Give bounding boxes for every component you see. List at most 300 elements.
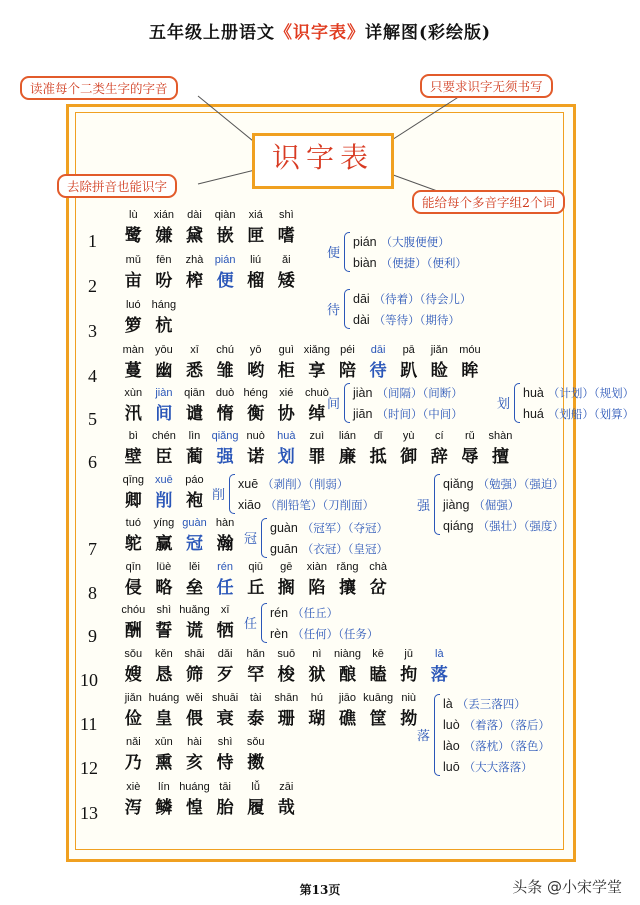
char-hanzi: 嗜	[277, 226, 295, 246]
char-pinyin: kuāng	[363, 692, 394, 704]
char-hanzi: 睑	[430, 361, 448, 381]
polyphone-pinyin: huá	[523, 407, 544, 421]
char-hanzi: 衡	[247, 404, 265, 424]
char-pinyin: jiǎn	[430, 344, 448, 356]
char-cell	[179, 561, 210, 598]
char-pinyin: hú	[310, 692, 324, 704]
char-pinyin: tài	[249, 692, 262, 704]
char-cell	[455, 430, 486, 467]
polyphone-words: （任何）（任务）	[292, 627, 379, 641]
polyphone-pinyin: biàn	[353, 256, 377, 270]
char-pinyin: tāi	[219, 781, 231, 793]
char-hanzi: 瀚	[216, 534, 234, 554]
polyphone-words: （强壮）（强度）	[477, 519, 564, 533]
row-number: 11	[80, 714, 98, 734]
char-cell	[302, 648, 333, 685]
row-number: 1	[88, 231, 97, 251]
char-cell	[149, 430, 180, 467]
row-number: 6	[88, 452, 97, 472]
char-cell	[179, 781, 210, 818]
char-pinyin: qiǎng	[211, 430, 239, 442]
char-pinyin: huà	[277, 430, 296, 442]
char-hanzi: 辞	[430, 447, 448, 467]
char-hanzi: 酬	[124, 621, 142, 641]
char-cell	[332, 692, 363, 729]
row-number: 8	[88, 583, 97, 603]
char-cell	[118, 648, 149, 685]
char-hanzi: 箩	[124, 316, 142, 336]
polyphone-pinyin: là	[443, 697, 453, 711]
note-polyphone-words: 能给每个多音字组2个词	[412, 190, 565, 214]
char-cell	[210, 430, 241, 467]
char-hanzi: 丘	[247, 578, 265, 598]
char-cell	[179, 692, 210, 729]
char-cell	[149, 781, 180, 818]
polyphone-words: （待着）（待会儿）	[373, 292, 472, 306]
table-heading: 识字表	[271, 141, 374, 174]
polyphone-words: （削铅笔）（刀削面）	[264, 498, 375, 512]
char-hanzi: 任	[216, 578, 234, 598]
char-hanzi: 间	[155, 404, 173, 424]
polyphone-pinyin: luō	[443, 760, 460, 774]
char-hanzi: 削	[155, 491, 173, 511]
char-cell	[179, 387, 210, 424]
char-pinyin: chén	[151, 430, 176, 442]
char-pinyin: lián	[338, 430, 357, 442]
char-cell	[149, 299, 180, 336]
char-pinyin: niàng	[334, 648, 361, 660]
char-pinyin: cí	[435, 430, 444, 442]
char-pinyin: xūn	[155, 736, 173, 748]
char-pinyin: qīng	[122, 474, 144, 486]
char-hanzi: 酿	[338, 665, 356, 685]
char-cell	[363, 692, 394, 729]
polyphone-reading	[443, 756, 533, 775]
char-hanzi: 矮	[277, 271, 295, 291]
char-cell	[332, 561, 363, 598]
char-pinyin: xiàn	[306, 561, 327, 573]
char-pinyin: rén	[217, 561, 234, 573]
char-cell	[149, 604, 180, 641]
char-cell	[455, 344, 486, 381]
polyphone-pinyin: xiāo	[238, 498, 261, 512]
char-pinyin: héng	[243, 387, 268, 399]
char-hanzi: 泰	[247, 709, 265, 729]
char-cell	[210, 561, 241, 598]
char-hanzi: 榨	[185, 271, 203, 291]
char-hanzi: 黛	[185, 226, 203, 246]
char-hanzi: 卿	[124, 491, 142, 511]
char-hanzi: 恳	[155, 665, 173, 685]
char-cell	[332, 648, 363, 685]
polyphone-char-bian: 便	[327, 246, 341, 261]
char-pinyin: hài	[187, 736, 202, 748]
char-pinyin: lǚ	[251, 781, 260, 793]
char-cell	[271, 209, 302, 246]
char-pinyin: móu	[459, 344, 481, 356]
char-hanzi: 冠	[185, 534, 203, 554]
polyphone-reading	[353, 288, 471, 307]
char-pinyin: jiāo	[338, 692, 357, 704]
polyphone-char-xue: 削	[212, 488, 226, 503]
char-hanzi: 珊	[277, 709, 295, 729]
char-cell	[118, 692, 149, 729]
char-pinyin: hàn	[215, 517, 235, 529]
char-pinyin: huáng	[148, 692, 180, 704]
polyphone-pinyin: jiàn	[353, 386, 373, 400]
char-cell	[118, 387, 149, 424]
char-hanzi: 划	[277, 447, 295, 467]
page-title: 五年级上册语文《识字表》详解图(彩绘版)	[148, 23, 492, 43]
char-cell	[271, 254, 302, 291]
char-cell	[271, 430, 302, 467]
polyphone-bracket	[344, 232, 350, 272]
char-pinyin: zhà	[185, 254, 204, 266]
char-pinyin: shāi	[184, 648, 205, 660]
char-hanzi: 眸	[461, 361, 479, 381]
char-hanzi: 皇	[155, 709, 173, 729]
char-hanzi: 俭	[124, 709, 142, 729]
char-cell	[118, 299, 149, 336]
row-number: 13	[80, 803, 98, 823]
char-hanzi: 匣	[247, 226, 265, 246]
char-hanzi: 嵌	[216, 226, 234, 246]
char-cell	[179, 517, 210, 554]
char-cell	[271, 387, 302, 424]
row-number: 3	[88, 321, 97, 341]
char-pinyin: luó	[125, 299, 141, 311]
char-cell	[240, 254, 271, 291]
char-pinyin: shàn	[488, 430, 513, 442]
char-pinyin: lěi	[188, 561, 200, 573]
char-hanzi: 誓	[155, 621, 173, 641]
char-hanzi: 待	[369, 361, 387, 381]
char-cell	[179, 254, 210, 291]
char-pinyin: xié	[279, 387, 294, 399]
char-pinyin: pián	[214, 254, 236, 266]
polyphone-reading	[353, 403, 463, 422]
char-cell	[240, 781, 271, 818]
char-hanzi: 拘	[400, 665, 418, 685]
char-pinyin: lüè	[156, 561, 172, 573]
char-pinyin: rǔ	[465, 430, 475, 442]
char-pinyin: yō	[249, 344, 262, 356]
char-hanzi: 鸵	[124, 534, 142, 554]
char-pinyin: dǎi	[217, 648, 233, 660]
char-hanzi: 落	[430, 665, 448, 685]
char-cell	[240, 561, 271, 598]
polyphone-words: （倔强）	[473, 498, 520, 512]
char-pinyin: hǎn	[246, 648, 265, 660]
char-cell	[332, 430, 363, 467]
char-hanzi: 绰	[308, 404, 326, 424]
polyphone-bracket	[344, 383, 350, 423]
char-cell	[210, 736, 241, 773]
char-hanzi: 惶	[185, 798, 203, 818]
char-pinyin: là	[435, 648, 444, 660]
char-hanzi: 悉	[185, 361, 203, 381]
polyphone-pinyin: qiáng	[443, 519, 474, 533]
char-hanzi: 泻	[124, 798, 142, 818]
char-cell	[210, 387, 241, 424]
polyphone-words: （丢三落四）	[456, 697, 526, 711]
char-pinyin: huǎng	[179, 604, 210, 616]
char-cell	[149, 648, 180, 685]
char-pinyin: yíng	[153, 517, 175, 529]
char-hanzi: 胎	[216, 798, 234, 818]
char-hanzi: 罪	[308, 447, 326, 467]
polyphone-pinyin: jiān	[353, 407, 373, 421]
char-hanzi: 协	[277, 404, 295, 424]
char-cell	[149, 209, 180, 246]
polyphone-words: （任丘）	[292, 606, 339, 620]
row-number: 5	[88, 409, 97, 429]
char-hanzi: 臣	[155, 447, 173, 467]
char-hanzi: 筐	[369, 709, 387, 729]
char-pinyin: páo	[185, 474, 204, 486]
char-pinyin: nì	[312, 648, 322, 660]
char-cell	[240, 648, 271, 685]
char-pinyin: xiǎng	[303, 344, 331, 356]
polyphone-words: （冠军）（夺冠）	[301, 521, 389, 535]
char-pinyin: duò	[215, 387, 235, 399]
char-pinyin: dǐ	[373, 430, 383, 442]
polyphone-reading	[523, 403, 634, 422]
char-hanzi: 垒	[185, 578, 203, 598]
char-pinyin: yōu	[155, 344, 173, 356]
char-hanzi: 哉	[277, 798, 295, 818]
char-hanzi: 瑚	[308, 709, 326, 729]
char-cell	[149, 561, 180, 598]
char-cell	[393, 648, 424, 685]
char-pinyin: niù	[401, 692, 417, 704]
char-cell	[118, 209, 149, 246]
char-pinyin: liú	[250, 254, 262, 266]
char-pinyin: suō	[277, 648, 296, 660]
char-cell	[118, 254, 149, 291]
row-number: 7	[88, 539, 97, 559]
char-hanzi: 岔	[369, 578, 387, 598]
char-pinyin: kěn	[155, 648, 173, 660]
polyphone-char-qiang: 强	[417, 498, 431, 514]
char-pinyin: zāi	[279, 781, 294, 793]
polyphone-pinyin: guàn	[270, 521, 298, 535]
char-cell	[149, 736, 180, 773]
char-cell	[363, 430, 394, 467]
char-hanzi: 衰	[216, 709, 234, 729]
char-pinyin: lìn	[188, 430, 201, 442]
char-pinyin: dài	[187, 209, 202, 221]
char-cell	[240, 430, 271, 467]
char-hanzi: 雏	[216, 361, 234, 381]
polyphone-char-jian: 间	[327, 397, 341, 412]
char-hanzi: 榴	[247, 271, 265, 291]
char-hanzi: 筛	[185, 665, 203, 685]
char-cell	[485, 430, 516, 467]
char-cell	[118, 604, 149, 641]
char-hanzi: 偎	[185, 709, 203, 729]
char-cell	[393, 344, 424, 381]
char-pinyin: shān	[274, 692, 299, 704]
char-cell	[210, 604, 241, 641]
polyphone-pinyin: dài	[353, 313, 370, 327]
polyphone-bracket	[514, 383, 520, 423]
char-hanzi: 哟	[247, 361, 265, 381]
row-number: 9	[88, 626, 97, 646]
char-hanzi: 吩	[155, 271, 173, 291]
char-pinyin: qiān	[184, 387, 205, 399]
char-hanzi: 牺	[216, 621, 234, 641]
char-pinyin: xī	[190, 344, 199, 356]
char-pinyin: xùn	[124, 387, 143, 399]
char-hanzi: 便	[216, 271, 234, 291]
char-cell	[393, 430, 424, 467]
char-pinyin: shì	[217, 736, 233, 748]
char-hanzi: 鹭	[124, 226, 142, 246]
polyphone-bracket	[229, 474, 235, 514]
char-cell	[302, 430, 333, 467]
char-pinyin: chóu	[121, 604, 146, 616]
char-pinyin: shì	[278, 209, 294, 221]
char-hanzi: 攘	[338, 578, 356, 598]
char-cell	[271, 692, 302, 729]
char-hanzi: 诺	[247, 447, 265, 467]
char-pinyin: mǔ	[125, 254, 141, 266]
char-cell	[271, 648, 302, 685]
char-hanzi: 抵	[369, 447, 387, 467]
char-hanzi: 谴	[185, 404, 203, 424]
polyphone-pinyin: jiàng	[443, 498, 470, 512]
char-cell	[149, 387, 180, 424]
polyphone-words: （大大落落）	[463, 760, 533, 774]
char-pinyin: xián	[153, 209, 174, 221]
char-hanzi: 谎	[185, 621, 203, 641]
char-hanzi: 礁	[338, 709, 356, 729]
polyphone-reading	[443, 714, 550, 733]
char-pinyin: rǎng	[336, 561, 359, 573]
polyphone-pinyin: rèn	[270, 627, 289, 641]
polyphone-reading	[270, 623, 378, 642]
polyphone-words: （大腹便便）	[380, 235, 450, 249]
char-hanzi: 乃	[124, 753, 142, 773]
polyphone-char-luo: 落	[417, 729, 431, 744]
char-hanzi: 赢	[155, 534, 173, 554]
polyphone-char-guan: 冠	[244, 532, 258, 547]
char-pinyin: lù	[129, 209, 138, 221]
row-number: 4	[88, 366, 97, 386]
char-hanzi: 鳞	[155, 798, 173, 818]
char-cell	[271, 344, 302, 381]
char-hanzi: 御	[400, 447, 418, 467]
char-hanzi: 趴	[400, 361, 418, 381]
char-pinyin: wěi	[186, 692, 203, 704]
char-hanzi: 侵	[124, 578, 142, 598]
char-hanzi: 幽	[155, 361, 173, 381]
char-pinyin: chà	[369, 561, 387, 573]
polyphone-reading	[523, 382, 634, 401]
char-cell	[363, 344, 394, 381]
char-cell	[240, 344, 271, 381]
char-cell	[363, 561, 394, 598]
polyphone-bracket	[344, 289, 350, 329]
polyphone-reading	[443, 494, 519, 513]
polyphone-words: （划船）（划算）	[547, 407, 635, 421]
char-hanzi: 搁	[277, 578, 295, 598]
char-cell	[179, 604, 210, 641]
polyphone-reading	[353, 309, 460, 328]
char-pinyin: sǒu	[124, 648, 143, 660]
polyphone-pinyin: guān	[270, 542, 298, 556]
char-hanzi: 擅	[491, 447, 509, 467]
char-pinyin: xiá	[248, 209, 263, 221]
char-cell	[149, 517, 180, 554]
polyphone-bracket	[261, 603, 267, 643]
note-read-pronunciation: 读准每个二类生字的字音	[20, 76, 178, 100]
polyphone-words: （勉强）（强迫）	[477, 477, 564, 491]
char-pinyin: kē	[372, 648, 384, 660]
note-without-pinyin: 去除拼音也能识字	[57, 174, 177, 198]
char-pinyin: sǒu	[246, 736, 265, 748]
char-hanzi: 壁	[124, 447, 142, 467]
char-hanzi: 恃	[216, 753, 234, 773]
char-hanzi: 狱	[308, 665, 326, 685]
char-pinyin: màn	[122, 344, 144, 356]
char-cell	[332, 344, 363, 381]
char-cell	[179, 344, 210, 381]
char-cell	[118, 561, 149, 598]
char-hanzi: 陷	[308, 578, 326, 598]
char-hanzi: 享	[308, 361, 326, 381]
char-cell	[302, 561, 333, 598]
char-pinyin: chuò	[304, 387, 329, 399]
char-hanzi: 嫌	[155, 226, 173, 246]
char-hanzi: 亩	[124, 271, 142, 291]
char-pinyin: jū	[404, 648, 413, 660]
polyphone-pinyin: qiǎng	[443, 477, 474, 491]
polyphone-words: （间隔）（间断）	[376, 386, 463, 400]
polyphone-words: （落枕）（落色）	[463, 739, 550, 753]
char-cell	[393, 692, 424, 729]
polyphone-char-ren: 任	[244, 617, 258, 632]
char-pinyin: lín	[158, 781, 170, 793]
char-cell	[210, 781, 241, 818]
char-pinyin: huáng	[179, 781, 210, 793]
polyphone-reading	[443, 515, 564, 534]
polyphone-pinyin: rén	[270, 606, 289, 620]
char-cell	[240, 692, 271, 729]
char-hanzi: 汛	[124, 404, 142, 424]
char-hanzi: 袍	[185, 491, 203, 511]
char-hanzi: 履	[247, 798, 265, 818]
char-hanzi: 瞌	[369, 665, 387, 685]
char-pinyin: guàn	[182, 517, 207, 529]
polyphone-bracket	[261, 518, 267, 558]
char-cell	[240, 209, 271, 246]
polyphone-pinyin: luò	[443, 718, 460, 732]
char-pinyin: ǎi	[282, 254, 291, 266]
polyphone-reading	[238, 473, 348, 492]
char-cell	[210, 344, 241, 381]
char-hanzi: 辱	[461, 447, 479, 467]
char-pinyin: pā	[402, 344, 415, 356]
char-pinyin: shuāi	[211, 692, 239, 704]
char-cell	[149, 254, 180, 291]
polyphone-words: （便捷）（便利）	[380, 256, 467, 270]
polyphone-words: （着落）（落后）	[463, 718, 550, 732]
polyphone-pinyin: huà	[523, 386, 544, 400]
char-pinyin: xuē	[155, 474, 173, 486]
char-hanzi: 柜	[277, 361, 295, 381]
